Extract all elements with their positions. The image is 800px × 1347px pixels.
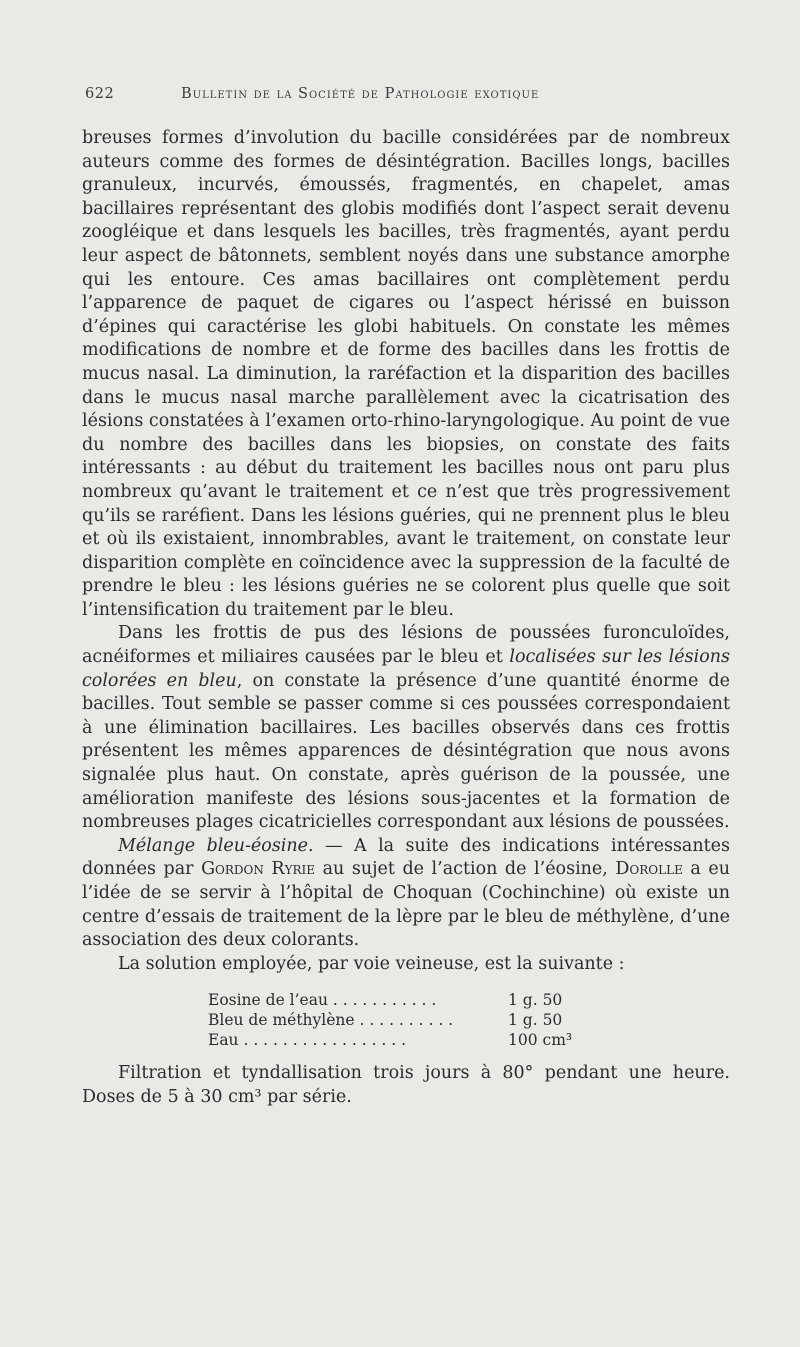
recipe-row [208,1030,572,1050]
paragraph-3-text-a: — A la suite des indications intéressantes données par [82,835,731,880]
recipe-table [208,990,572,1050]
page-number: 622 [85,86,115,102]
paragraph-1: breuses formes d’involution du bacille considérées par de nombreux auteurs comme des formes de désintégration. Bacilles longs, bacilles granuleux, incurvés, émoussés, fragmentés, en chapelet, amas bacillaires représentant des globis modifiés dont l’aspect serait devenu zoogléique et dans lesquels les bacilles, très fragmentés, ayant perdu leur aspect de bâtonnets, semblent noyés dans une substance amorphe qui les entoure. Ces amas bacillaires ont complètement perdu l’apparence de paquet de cigares ou l’aspect hérissé en buisson d’épines qui caractérise les globi habituels. On constate les mêmes modifications de nombre et de forme des bacilles dans les frottis de mucus nasal. La diminution, la raréfaction et la disparition des bacilles dans le mucus nasal marche parallèlement avec la cicatrisation des lésions constatées à l’examen orto-rhino-laryngologique. Au point de vue du nombre des bacilles dans les biopsies, on constate des faits intéressants : au début du traitement les bacilles nous ont paru plus nombreux qu’avant le traitement et ce n’est que très progressivement qu’ils se raréfient. Dans les lésions guéries, qui ne prennent plus le bleu et où ils existaient, innombrables, avant le traitement, on constate leur disparition complète en coïncidence avec la suppression de la faculté de prendre le bleu : les lésions guéries ne se colorent plus quelle que soit l’intensification du traitement par le bleu. [82,128,730,620]
recipe-ingredient: Eosine de l’eau . . . . . . . . . . . [208,991,437,1010]
paragraph-3 [82,835,730,953]
recipe-quantity: 1 g. 50 [508,991,563,1010]
recipe-quantity: 100 cm³ [508,1031,573,1050]
paragraph-2 [82,622,730,834]
page-body [82,127,730,1110]
recipe-row [208,1010,572,1030]
author-name-1: Gordon Ryrie [201,859,316,880]
author-name-2: Dorolle [615,859,683,880]
recipe-ingredient: Eau . . . . . . . . . . . . . . . . . [208,1031,407,1050]
running-title: Bulletin de la Société de Pathologie exotique [181,86,540,102]
paragraph-4: La solution employée, par voie veineuse, est la suivante : [118,953,625,974]
recipe-quantity: 1 g. 50 [508,1011,563,1030]
paragraph-3-text-b: au sujet de l’action de l’éosine, [315,859,616,880]
paragraph-5: Filtration et tyndallisation trois jours à 80° pendant une heure. Doses de 5 à 30 cm³ par série. [82,1063,730,1107]
paragraph-2-text-a: Dans les frottis de pus des lésions de poussées furonculoïdes, acnéiformes et miliaires causées par le bleu et [82,623,730,668]
paragraph-3-text-c: a eu l’idée de se servir à l’hôpital de Choquan (Cochinchine) où existe un centre d’essais de traitement de la lèpre par le bleu de méthylène, d’une association des deux colorants. [82,859,731,951]
running-header [85,86,725,102]
recipe-ingredient: Bleu de méthylène . . . . . . . . . . [208,1011,454,1030]
section-heading: Mélange bleu-éosine. [118,835,314,856]
recipe-row [208,990,572,1010]
paragraph-2-text-b: , on constate la présence d’une quantité énorme de bacilles. Tout semble se passer comme si ces poussées correspondaient à une élimination bacillaires. Les bacilles observés dans ces frottis présentent les mêmes apparences de désintégration que nous avons signalée plus haut. On constate, après guérison de la poussée, une amélioration manifeste des lésions sous-jacentes et la formation de nombreuses plages cicatricielles correspondant aux lésions de poussées. [82,670,730,833]
paragraph-2-italic: localisées sur les lésions colorées en bleu [82,647,730,691]
